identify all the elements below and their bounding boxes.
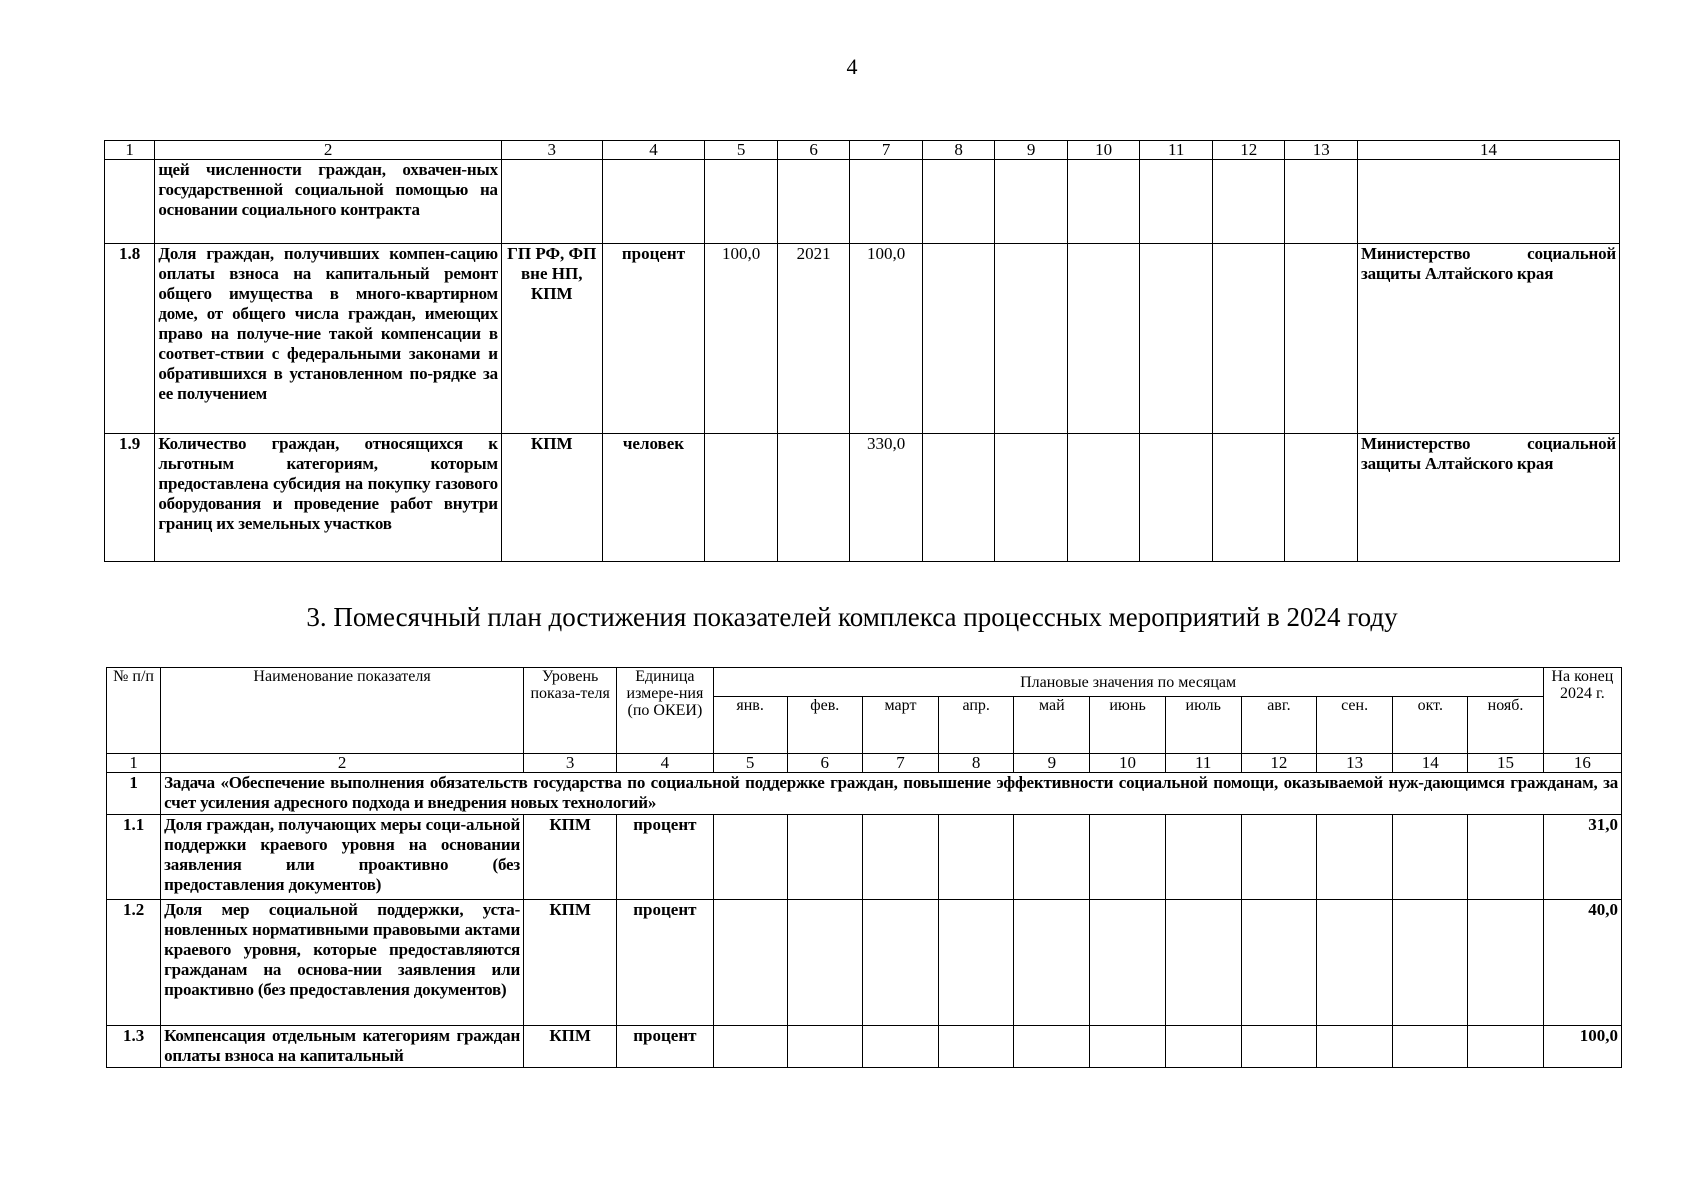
- indicator-name: Доля мер социальной поддержки, уста-новленных нормативными правовыми актами краевого уровня, которые предоставляются гражданам на основа-нии заявления или проактивно (без предоставления документов): [161, 900, 524, 1026]
- indicator-name: щей численности граждан, охвачен-ных государственной социальной помощью на основании социального контракта: [155, 160, 502, 244]
- indicator-unit: процент: [617, 815, 713, 900]
- base-value: [705, 434, 778, 562]
- indicator-level: КПМ: [501, 434, 602, 562]
- indicator-name: Доля граждан, получающих меры соци-альной поддержки краевого уровня на основании заявления или проактивно (без предоставления документов): [161, 815, 524, 900]
- col-number: 15: [1468, 754, 1543, 773]
- base-value: 100,0: [705, 244, 778, 434]
- month-header: янв.: [713, 697, 787, 754]
- header-level: Уровень показа-теля: [524, 668, 617, 754]
- end-value: 31,0: [1543, 815, 1621, 900]
- table1-column-numbers: [105, 141, 1620, 160]
- base-year: 2021: [777, 244, 850, 434]
- indicator-unit: процент: [617, 900, 713, 1026]
- month-header: авг.: [1241, 697, 1316, 754]
- col-number: 10: [1090, 754, 1165, 773]
- col-number: 4: [617, 754, 713, 773]
- responsible: Министерство социальной защиты Алтайского края: [1357, 244, 1619, 434]
- col-number: 12: [1241, 754, 1316, 773]
- task-number: 1: [107, 773, 161, 815]
- col-number: 16: [1543, 754, 1621, 773]
- value-2024: 100,0: [850, 244, 923, 434]
- col-number: 12: [1212, 141, 1285, 160]
- month-header: март: [862, 697, 938, 754]
- indicator-level: [501, 160, 602, 244]
- col-number: 9: [1014, 754, 1090, 773]
- table-row: [107, 900, 1622, 1026]
- monthly-plan-table: [106, 667, 1622, 1068]
- indicator-unit: процент: [602, 244, 705, 434]
- value-cell: [777, 160, 850, 244]
- row-number: 1.9: [105, 434, 155, 562]
- month-header: фев.: [787, 697, 862, 754]
- col-number: 2: [155, 141, 502, 160]
- responsible: [1357, 160, 1619, 244]
- col-number: 5: [713, 754, 787, 773]
- table-row: [105, 160, 1620, 244]
- month-header: май: [1014, 697, 1090, 754]
- value-2024: 330,0: [850, 434, 923, 562]
- base-year: [777, 434, 850, 562]
- indicator-level: ГП РФ, ФП вне НП, КПМ: [501, 244, 602, 434]
- col-number: 3: [501, 141, 602, 160]
- value-cell: [850, 160, 923, 244]
- task-row: [107, 773, 1622, 815]
- table-row: [105, 434, 1620, 562]
- month-header: апр.: [939, 697, 1014, 754]
- col-number: 14: [1393, 754, 1468, 773]
- col-number: 1: [107, 754, 161, 773]
- header-name: Наименование показателя: [161, 668, 524, 754]
- col-number: 8: [939, 754, 1014, 773]
- col-number: 11: [1165, 754, 1241, 773]
- month-header: июнь: [1090, 697, 1165, 754]
- col-number: 11: [1140, 141, 1213, 160]
- row-number: 1.8: [105, 244, 155, 434]
- indicator-name: Количество граждан, относящихся к льготным категориям, которым предоставлена субсидия на покупку газового оборудования и проведение работ внутри границ их земельных участков: [155, 434, 502, 562]
- col-number: 9: [995, 141, 1068, 160]
- indicator-name: Доля граждан, получивших компен-сацию оплаты взноса на капитальный ремонт общего имущества в много-квартирном доме, от общего числа граждан, имеющих право на получе-ние такой компенсации в соответ-ствии с федеральными законами и обратившихся в установленном по-рядке за ее получением: [155, 244, 502, 434]
- indicator-name: Компенсация отдельным категориям граждан оплаты взноса на капитальный: [161, 1026, 524, 1068]
- col-number: 13: [1285, 141, 1358, 160]
- month-header: июль: [1165, 697, 1241, 754]
- row-number: [105, 160, 155, 244]
- col-number: 8: [922, 141, 995, 160]
- col-number: 7: [850, 141, 923, 160]
- table-row: [107, 815, 1622, 900]
- header-end: На конец 2024 г.: [1543, 668, 1621, 754]
- table2-column-numbers: [107, 754, 1622, 773]
- section-title: 3. Помесячный план достижения показателей комплекса процессных мероприятий в 2024 году: [306, 602, 1398, 632]
- header-unit: Единица измере-ния (по ОКЕИ): [617, 668, 713, 754]
- col-number: 10: [1067, 141, 1140, 160]
- row-number: 1.3: [107, 1026, 161, 1068]
- col-number: 14: [1357, 141, 1619, 160]
- col-number: 6: [777, 141, 850, 160]
- col-number: 13: [1317, 754, 1393, 773]
- row-number: 1.2: [107, 900, 161, 1026]
- col-number: 5: [705, 141, 778, 160]
- table2-header-row-1: [107, 668, 1622, 697]
- responsible: Министерство социальной защиты Алтайского края: [1357, 434, 1619, 562]
- col-number: 2: [161, 754, 524, 773]
- col-number: 7: [862, 754, 938, 773]
- indicator-unit: [602, 160, 705, 244]
- page-number: 4: [846, 54, 858, 79]
- header-num: № п/п: [107, 668, 161, 754]
- indicators-table-continued: [104, 140, 1620, 562]
- indicator-unit: человек: [602, 434, 705, 562]
- col-number: 1: [105, 141, 155, 160]
- table-row: [107, 1026, 1622, 1068]
- indicator-unit: процент: [617, 1026, 713, 1068]
- value-cell: [705, 160, 778, 244]
- table-row: [105, 244, 1620, 434]
- month-header: сен.: [1317, 697, 1393, 754]
- end-value: 40,0: [1543, 900, 1621, 1026]
- row-number: 1.1: [107, 815, 161, 900]
- month-header: нояб.: [1468, 697, 1543, 754]
- indicator-level: КПМ: [524, 900, 617, 1026]
- header-plan: Плановые значения по месяцам: [713, 668, 1543, 697]
- indicator-level: КПМ: [524, 1026, 617, 1068]
- month-header: окт.: [1393, 697, 1468, 754]
- col-number: 4: [602, 141, 705, 160]
- col-number: 3: [524, 754, 617, 773]
- col-number: 6: [787, 754, 862, 773]
- task-text: Задача «Обеспечение выполнения обязательств государства по социальной поддержке граждан, повышение эффективности социальной помощи, оказываемой нуж-дающимся гражданам, за счет усиления адресного подхода и внедрения новых технологий»: [161, 773, 1622, 815]
- indicator-level: КПМ: [524, 815, 617, 900]
- end-value: 100,0: [1543, 1026, 1621, 1068]
